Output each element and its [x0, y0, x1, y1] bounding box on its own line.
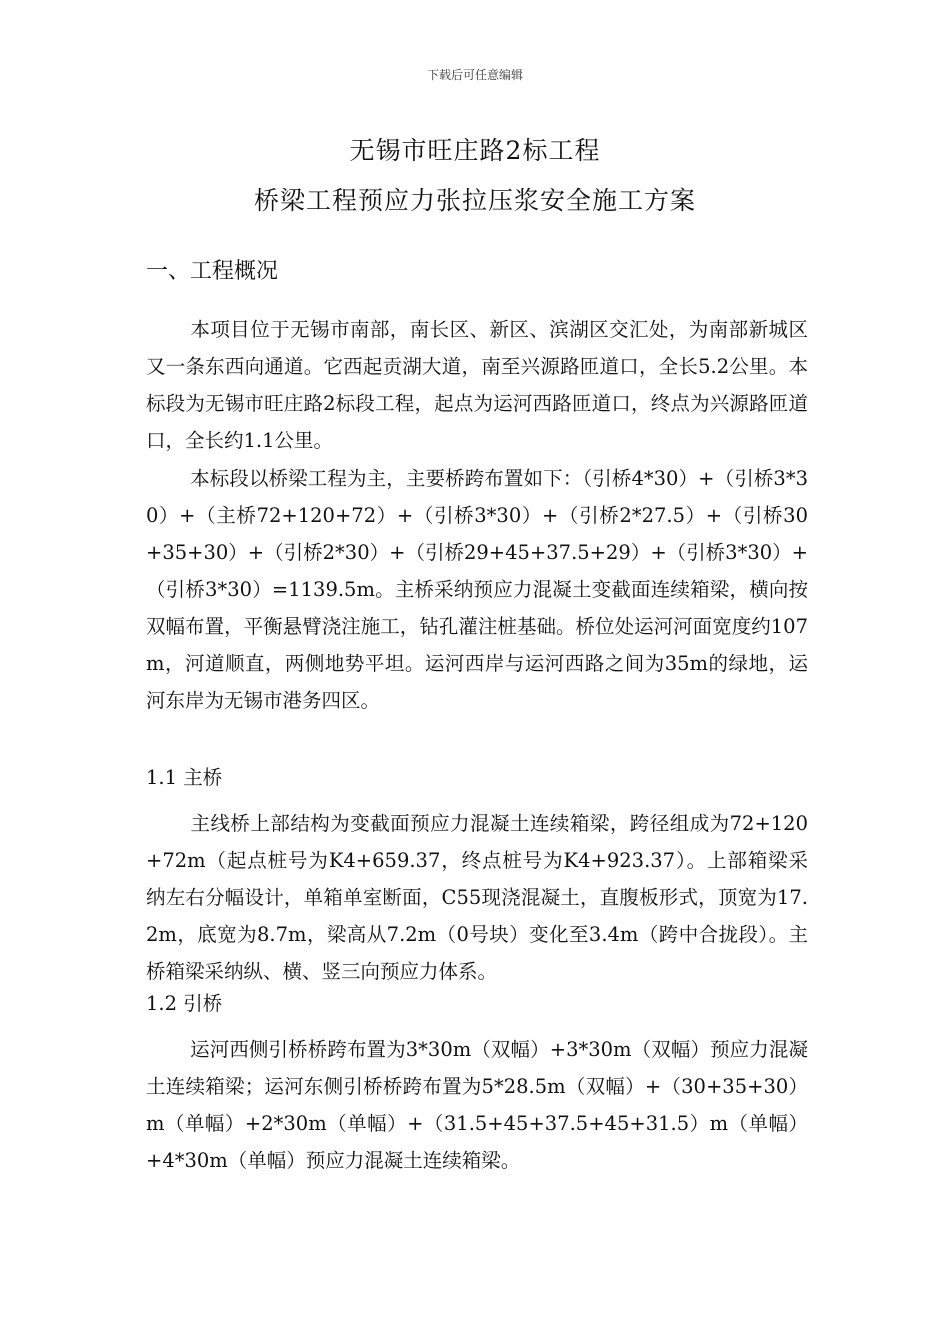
header-note: 下载后可任意编辑 — [426, 68, 523, 82]
main-bridge-paragraph — [146, 805, 808, 990]
approach-bridge-paragraph-text: 运河西侧引桥桥跨布置为3*30m（双幅）+3*30m（双幅）预应力混凝土连续箱梁；运河东侧引桥桥跨布置为5*28.5m（双幅）+（30+35+30）m（单幅）+2*30m（单幅）+（31.5+45+37.5+45+31.5）m（单幅）+4*30m（单幅）预应力混凝土连续箱梁。 — [146, 1038, 808, 1172]
document-title: 无锡市旺庄路2标工程 — [349, 136, 601, 165]
overview-paragraph-1-text: 本项目位于无锡市南部，南长区、新区、滨湖区交汇处，为南部新城区又一条东西向通道。它西起贡湖大道，南至兴源路匝道口，全长5.2公里。本标段为无锡市旺庄路2标段工程，起点为运河西路匝道口，终点为兴源路匝道口，全长约1.1公里。 — [146, 318, 808, 452]
overview-paragraph-2-text: 本标段以桥梁工程为主，主要桥跨布置如下：（引桥4*30）+（引桥3*30）+（主桥72+120+72）+（引桥3*30）+（引桥2*27.5）+（引桥30+35+30）+（引桥2*30）+（引桥29+45+37.5+29）+（引桥3*30）+（引桥3*30）=1139.5m。主桥采纳预应力混凝土变截面连续箱梁，横向按双幅布置，平衡悬臂浇注施工，钻孔灌注桩基础。桥位处运河河面宽度约107m，河道顺直，两侧地势平坦。运河西岸与运河西路之间为35m的绿地，运河东岸为无锡市港务四区。 — [146, 467, 808, 712]
section-heading-overview: 一、工程概况 — [146, 259, 279, 284]
main-bridge-paragraph-text: 主线桥上部结构为变截面预应力混凝土连续箱梁，跨径组成为72+120+72m（起点桩号为K4+659.37，终点桩号为K4+923.37）。上部箱梁采纳左右分幅设计，单箱单室断面，C55现浇混凝土，直腹板形式，顶宽为17.2m，底宽为8.7m，梁高从7.2m（0号块）变化至3.4m（跨中合拢段）。主桥箱梁采纳纵、横、竖三向预应力体系。 — [146, 812, 808, 983]
overview-paragraph-1 — [146, 311, 808, 459]
document-subtitle: 桥梁工程预应力张拉压浆安全施工方案 — [253, 186, 696, 215]
approach-bridge-paragraph — [146, 1031, 808, 1179]
subsection-heading-main-bridge: 1.1 主桥 — [146, 766, 223, 789]
overview-paragraph-2 — [146, 460, 808, 719]
subsection-heading-approach-bridge: 1.2 引桥 — [146, 992, 223, 1015]
